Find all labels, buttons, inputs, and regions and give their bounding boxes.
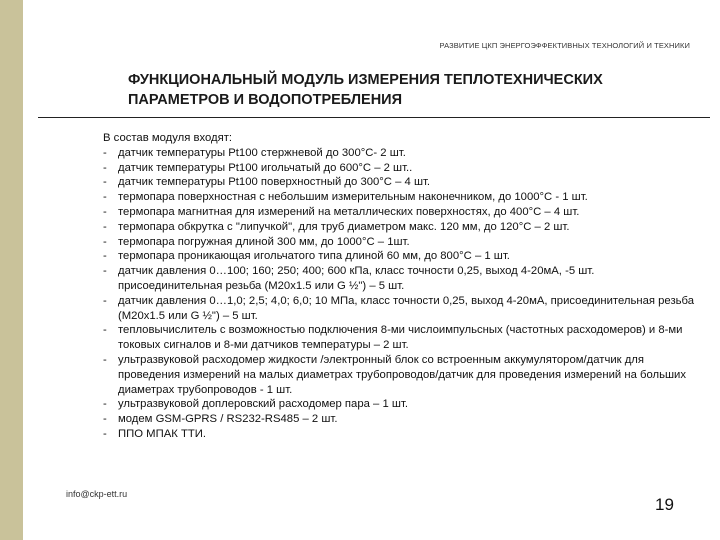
list-item: - термопара проникающая игольчатого типа длиной 60 мм, до 800°С – 1 шт. [101, 249, 701, 264]
list-item: - датчик температуры Pt100 игольчатый до 600°С – 2 шт.. [101, 161, 701, 176]
slide-title [128, 70, 688, 110]
list-item: - датчик давления 0…100; 160; 250; 400; 600 кПа, класс точности 0,25, выход 4-20мА, -5 шт. присоединительная резьба (М20х1.5 или G ½") – 5 шт. [101, 264, 701, 294]
list-item: - ультразвуковой доплеровский расходомер пара – 1 шт. [101, 397, 701, 412]
list-item: - ультразвуковой расходомер жидкости /электронный блок со встроенным аккумулятором/датчик для проведения измерений на малых диаметрах трубопроводов/датчик для проведения измерений на больших диаметрах трубопроводов - 1 шт. [101, 353, 701, 397]
list-item: - датчик температуры Pt100 стержневой до 300°С- 2 шт. [101, 146, 701, 161]
content-block [101, 131, 701, 442]
list-item: - термопара магнитная для измерений на металлических поверхностях, до 400°С – 4 шт. [101, 205, 701, 220]
left-accent-bar [0, 0, 23, 540]
slide-title-line-1: ФУНКЦИОНАЛЬНЫЙ МОДУЛЬ ИЗМЕРЕНИЯ ТЕПЛОТЕХНИЧЕСКИХ [128, 72, 603, 88]
list-item: - термопара поверхностная с небольшим измерительным наконечником, до 1000°С - 1 шт. [101, 190, 701, 205]
list-item: - датчик температуры Pt100 поверхностный до 300°С – 4 шт. [101, 175, 701, 190]
page-number: 19 [655, 495, 674, 514]
component-list [101, 146, 701, 442]
footer-email: info@ckp-ett.ru [66, 489, 128, 499]
list-item: - термопара погружная длиной 300 мм, до 1000°С – 1шт. [101, 235, 701, 250]
slide-title-line-2: ПАРАМЕТРОВ И ВОДОПОТРЕБЛЕНИЯ [128, 92, 403, 108]
title-divider [38, 117, 710, 118]
list-item: - модем GSM-GPRS / RS232-RS485 – 2 шт. [101, 412, 701, 427]
list-item: - термопара обкрутка с "липучкой", для труб диаметром макс. 120 мм, до 120°С – 2 шт. [101, 220, 701, 235]
header-note: РАЗВИТИЕ ЦКП ЭНЕРГОЭФФЕКТИВНЫХ ТЕХНОЛОГИЙ И ТЕХНИКИ [439, 41, 690, 50]
list-item: - ППО МПАК ТТИ. [101, 427, 701, 442]
intro-text: В состав модуля входят: [103, 132, 233, 144]
list-item: - датчик давления 0…1,0; 2,5; 4,0; 6,0; 10 МПа, класс точности 0,25, выход 4-20мА, присоединительная резьба (М20х1.5 или G ½") – 5 шт. [101, 294, 701, 324]
list-item: - тепловычислитель с возможностью подключения 8-ми числоимпульсных (частотных расходомеров) и 8-ми токовых сигналов и 8-ми датчиков температуры – 2 шт. [101, 323, 701, 353]
